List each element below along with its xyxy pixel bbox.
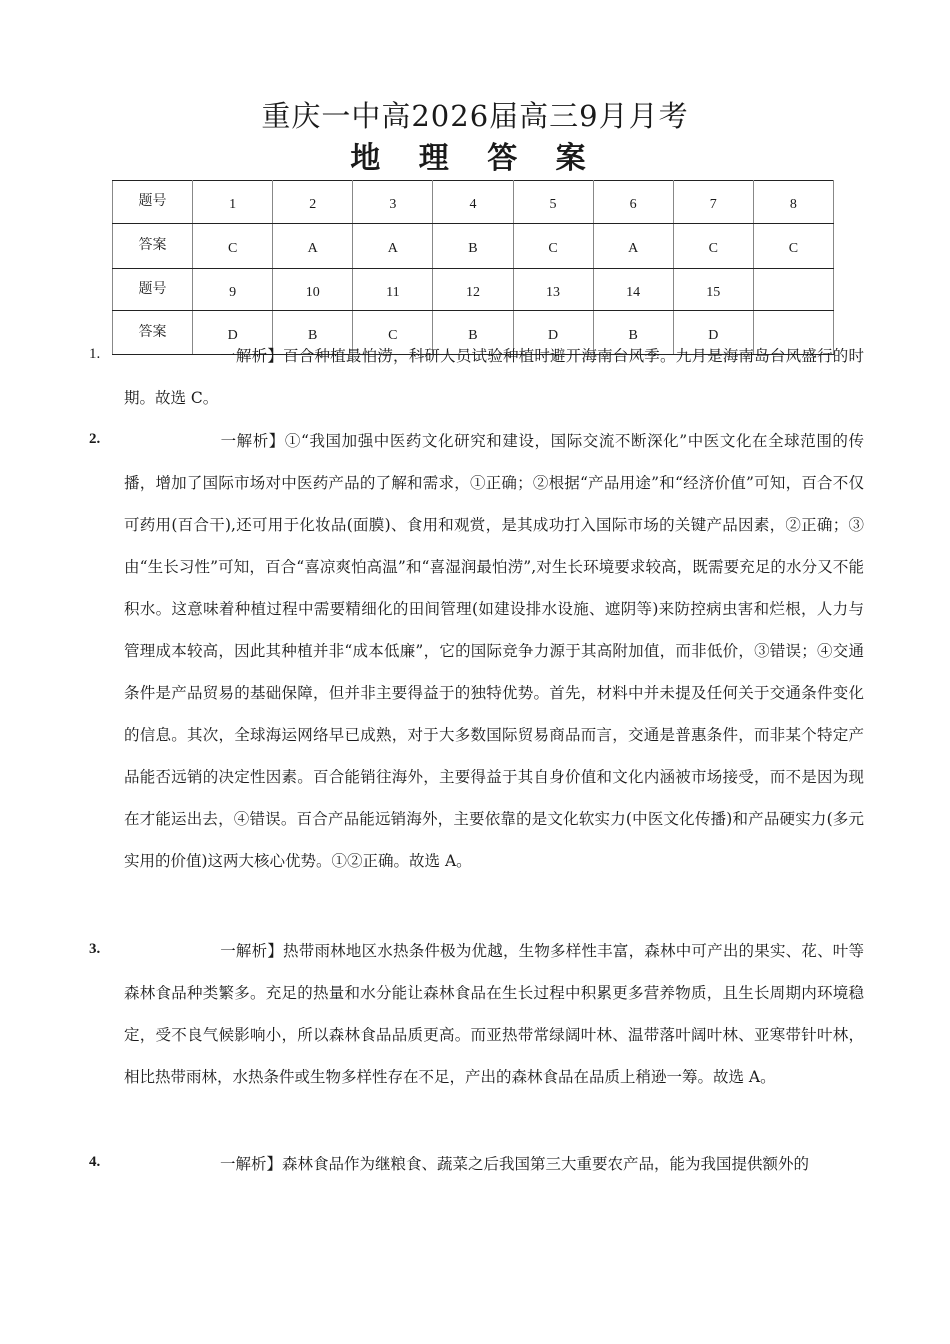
- table-cell: [753, 269, 833, 311]
- table-cell: C: [673, 224, 753, 269]
- analysis-tag: 一解析】: [220, 347, 284, 365]
- question-number: 1.: [89, 346, 101, 362]
- table-cell: B: [433, 311, 513, 355]
- table-cell: D: [193, 311, 273, 355]
- table-row: [113, 181, 834, 224]
- analysis-tag: 一解析】: [220, 1155, 283, 1173]
- table-cell: 14: [593, 269, 673, 311]
- explanation-body: 百合种植最怕涝，科研人员试验种植时避开海南台风季。九月是海南岛台风盛行的时期。故选 C。: [124, 347, 864, 407]
- question-number: 2.: [89, 431, 101, 447]
- answer-table: [112, 180, 834, 355]
- table-cell: B: [593, 311, 673, 355]
- table-row: [113, 269, 834, 311]
- table-cell: D: [513, 311, 593, 355]
- row-label: 答案: [113, 311, 193, 355]
- table-cell: 7: [673, 181, 753, 224]
- document-subtitle: 地 理 答 案: [350, 141, 600, 176]
- table-cell: 6: [593, 181, 673, 224]
- table-cell: 4: [433, 181, 513, 224]
- table-cell: 9: [193, 269, 273, 311]
- analysis-tag: 一解析】: [220, 432, 285, 450]
- table-cell: 12: [433, 269, 513, 311]
- row-label: 答案: [113, 224, 193, 269]
- table-cell: B: [273, 311, 353, 355]
- table-cell: B: [433, 224, 513, 269]
- table-cell: C: [353, 311, 433, 355]
- table-cell: D: [673, 311, 753, 355]
- table-cell: 10: [273, 269, 353, 311]
- explanation-body: 森林食品作为继粮食、蔬菜之后我国第三大重要农产品，能为我国提供额外的: [282, 1155, 810, 1173]
- table-cell: 5: [513, 181, 593, 224]
- row-label: 题号: [113, 269, 193, 311]
- question-number: 3.: [89, 941, 101, 957]
- analysis-tag: 一解析】: [220, 942, 284, 960]
- table-cell: 13: [513, 269, 593, 311]
- table-cell: 15: [673, 269, 753, 311]
- explanation-text: [124, 335, 864, 419]
- table-cell: C: [193, 224, 273, 269]
- table-cell: A: [273, 224, 353, 269]
- table-cell: C: [513, 224, 593, 269]
- table-cell: 1: [193, 181, 273, 224]
- table-cell: 2: [273, 181, 353, 224]
- table-cell: 8: [753, 181, 833, 224]
- row-label: 题号: [113, 181, 193, 224]
- table-cell: C: [753, 224, 833, 269]
- explanation-text: [124, 420, 864, 882]
- table-cell: 11: [353, 269, 433, 311]
- table-cell: A: [353, 224, 433, 269]
- table-cell: 3: [353, 181, 433, 224]
- explanation-body: 热带雨林地区水热条件极为优越，生物多样性丰富，森林中可产出的果实、花、叶等森林食品种类繁多。充足的热量和水分能让森林食品在生长过程中积累更多营养物质，且生长周期内环境稳定，受不良气候影响小，所以森林食品品质更高。而亚热带常绿阔叶林、温带落叶阔叶林、亚寒带针叶林，相比热带雨林，水热条件或生物多样性存在不足，产出的森林食品在品质上稍逊一筹。故选 A。: [124, 942, 864, 1086]
- document-title: 重庆一中高2026届高三9月月考: [261, 99, 689, 133]
- explanation-text: [124, 930, 864, 1098]
- question-number: 4.: [89, 1154, 101, 1170]
- table-row: [113, 224, 834, 269]
- explanation-body: ①“我国加强中医药文化研究和建设，国际交流不断深化”中医文化在全球范围的传播，增加了国际市场对中医药产品的了解和需求，①正确；②根据“产品用途”和“经济价值”可知，百合不仅可药用(百合干),还可用于化妆品(面膜)、食用和观赏，是其成功打入国际市场的关键产品因素，②正确；③由“生长习性”可知，百合“喜凉爽怕高温”和“喜湿润最怕涝”,对生长环境要求较高，既需要充足的水分又不能积水。这意味着种植过程中需要精细化的田间管理(如建设排水设施、遮阴等)来防控病虫害和烂根，人力与管理成本较高，因此其种植并非“成本低廉”，它的国际竞争力源于其高附加值，而非低价，③错误；④交通条件是产品贸易的基础保障，但并非主要得益于的独特优势。首先，材料中并未提及任何关于交通条件变化的信息。其次，全球海运网络早已成熟，对于大多数国际贸易商品而言，交通是普惠条件，而非某个特定产品能否远销的决定性因素。百合能销往海外，主要得益于其自身价值和文化内涵被市场接受，而不是因为现在才能运出去，④错误。百合产品能远销海外，主要依靠的是文化软实力(中医文化传播)和产品硬实力(多元实用的价值)这两大核心优势。①②正确。故选 A。: [124, 432, 864, 870]
- explanation-text: [124, 1143, 864, 1185]
- table-cell: A: [593, 224, 673, 269]
